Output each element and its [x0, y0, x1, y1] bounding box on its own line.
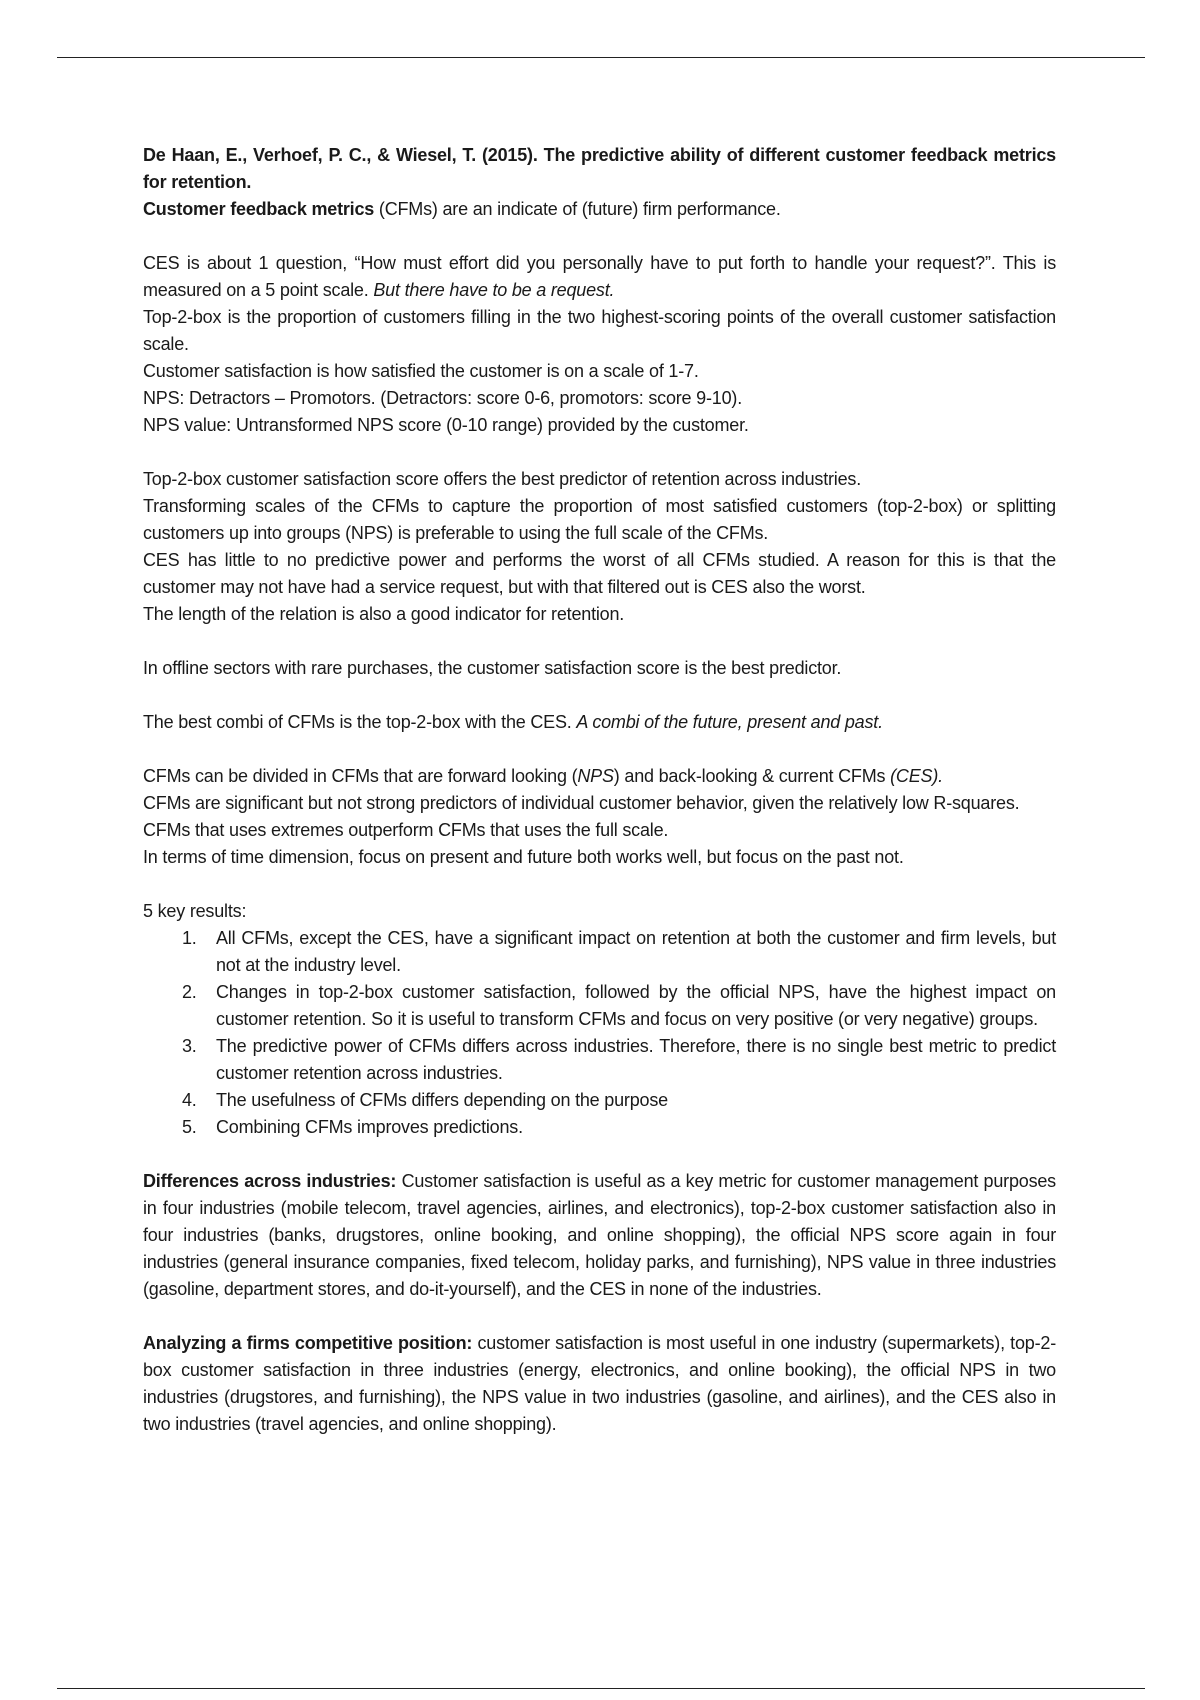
list-number: 2.: [182, 982, 197, 1002]
finding-1: Top-2-box customer satisfaction score offers the best predictor of retention across industries.: [143, 469, 862, 489]
key-results-list: [143, 925, 1056, 1141]
list-item: [182, 979, 1056, 1033]
combi-text: The best combi of CFMs is the top-2-box with the CES.: [143, 712, 577, 732]
list-item: [182, 1114, 1056, 1141]
list-text: The predictive power of CFMs differs across industries. Therefore, there is no single best metric to predict customer retention across industries.: [216, 1036, 1056, 1083]
intro-term: Customer feedback metrics: [143, 199, 375, 219]
competitive-label: Analyzing a firms competitive position:: [143, 1333, 473, 1353]
list-item: [182, 1087, 1056, 1114]
ces-definition-text: CES is about 1 question, “How must effort did you personally have to put forth to handle your request?”. This is measured on a 5 point scale.: [143, 253, 1056, 300]
offline-paragraph: In offline sectors with rare purchases, the customer satisfaction score is the best predictor.: [143, 658, 842, 678]
list-number: 1.: [182, 928, 197, 948]
dimensions-1: [143, 763, 1056, 790]
list-number: 3.: [182, 1036, 197, 1056]
top2box-definition: Top-2-box is the proportion of customers filling in the two highest-scoring points of the overall customer satisfaction scale.: [143, 307, 1056, 354]
combi-note: A combi of the future, present and past.: [576, 712, 883, 732]
nps-value-definition: NPS value: Untransformed NPS score (0-10 range) provided by the customer.: [143, 415, 749, 435]
list-item: [182, 1033, 1056, 1087]
ces-definition: [143, 250, 1056, 304]
industries-paragraph: [143, 1168, 1056, 1303]
list-number: 4.: [182, 1090, 197, 1110]
key-results-heading: 5 key results:: [143, 901, 247, 921]
intro-text: (CFMs) are an indicate of (future) firm performance.: [374, 199, 781, 219]
satisfaction-definition: Customer satisfaction is how satisfied the customer is on a scale of 1-7.: [143, 361, 699, 381]
document-body: [143, 142, 1056, 1438]
list-number: 5.: [182, 1117, 197, 1137]
competitive-text: customer satisfaction is most useful in one industry (supermarkets), top-2-box customer satisfaction in three industries (energy, electronics, and online booking), the official NPS in two industries (drugstores, and furnishing), the NPS value in two industries (gasoline, and airlines), and the CES also in two industries (travel agencies, and online shopping).: [143, 1333, 1056, 1434]
nps-definition: NPS: Detractors – Promotors. (Detractors: score 0-6, promotors: score 9-10).: [143, 388, 742, 408]
dimensions-2: CFMs are significant but not strong predictors of individual customer behavior, given the relatively low R-squares.: [143, 793, 1020, 813]
dimensions-1-a: CFMs can be divided in CFMs that are forward looking (: [143, 766, 578, 786]
dimensions-1-ces: (CES).: [890, 766, 943, 786]
list-item: [182, 925, 1056, 979]
ces-definition-note: But there have to be a request.: [373, 280, 615, 300]
finding-2: Transforming scales of the CFMs to capture the proportion of most satisfied customers (top-2-box) or splitting customers up into groups (NPS) is preferable to using the full scale of the CFMs.: [143, 496, 1056, 543]
intro-paragraph: [143, 196, 1056, 223]
list-text: The usefulness of CFMs differs depending on the purpose: [216, 1090, 668, 1110]
dimensions-1-nps: NPS: [577, 766, 614, 786]
citation-title: De Haan, E., Verhoef, P. C., & Wiesel, T. (2015). The predictive ability of different customer feedback metrics for retention.: [143, 145, 1056, 192]
header-rule: [57, 57, 1145, 58]
finding-3: CES has little to no predictive power and performs the worst of all CFMs studied. A reason for this is that the customer may not have had a service request, but with that filtered out is CES also the worst.: [143, 550, 1056, 597]
dimensions-4: In terms of time dimension, focus on present and future both works well, but focus on the past not.: [143, 847, 904, 867]
footer-rule: [57, 1688, 1145, 1689]
dimensions-3: CFMs that uses extremes outperform CFMs that uses the full scale.: [143, 820, 669, 840]
dimensions-1-b: ) and back-looking & current CFMs: [613, 766, 891, 786]
list-text: All CFMs, except the CES, have a significant impact on retention at both the customer and firm levels, but not at the industry level.: [216, 928, 1056, 975]
industries-text: Customer satisfaction is useful as a key metric for customer management purposes in four industries (mobile telecom, travel agencies, airlines, and electronics), top-2-box customer satisfaction also in four industries (banks, drugstores, online booking, and online shopping), the official NPS score again in four industries (general insurance companies, fixed telecom, holiday parks, and furnishing), NPS value in three industries (gasoline, department stores, and do-it-yourself), and the CES in none of the industries.: [143, 1171, 1056, 1299]
list-text: Combining CFMs improves predictions.: [216, 1117, 523, 1137]
list-text: Changes in top-2-box customer satisfaction, followed by the official NPS, have the highest impact on customer retention. So it is useful to transform CFMs and focus on very positive (or very negative) groups.: [216, 982, 1056, 1029]
industries-label: Differences across industries:: [143, 1171, 397, 1191]
finding-4: The length of the relation is also a good indicator for retention.: [143, 604, 625, 624]
competitive-paragraph: [143, 1330, 1056, 1438]
combi-paragraph: [143, 709, 1056, 736]
